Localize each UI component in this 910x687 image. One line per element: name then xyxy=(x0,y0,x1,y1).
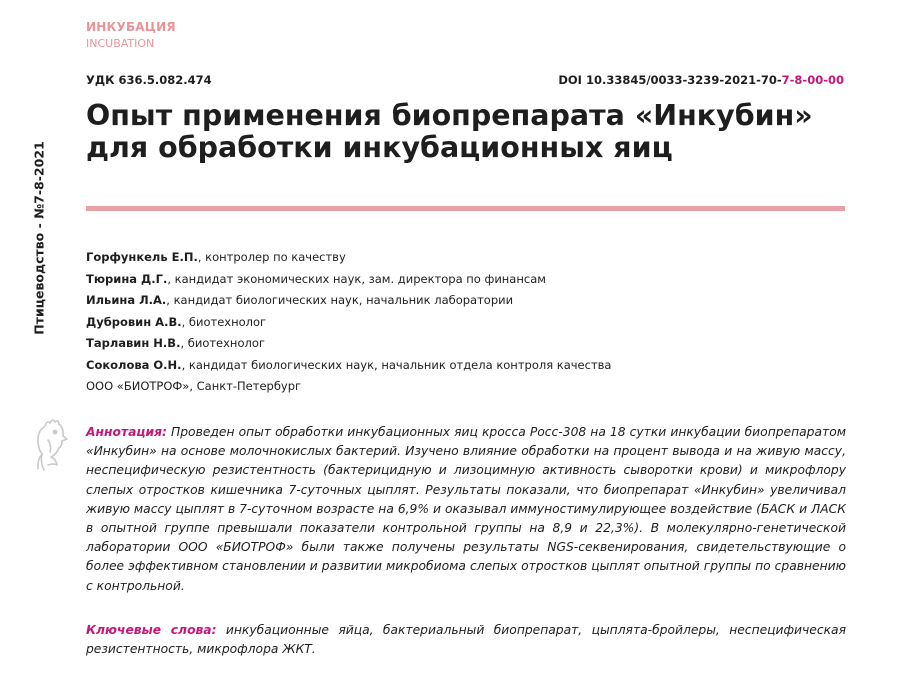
doi-main: DOI 10.33845/0033-3239-2021-70- xyxy=(558,73,782,87)
author-role: , контролер по качеству xyxy=(197,250,346,264)
abstract-label: Аннотация: xyxy=(86,425,167,439)
author-role: , биотехнолог xyxy=(180,336,265,350)
author-item xyxy=(86,290,611,312)
author-name: Ильина Л.А. xyxy=(86,293,167,307)
organization: ООО «БИОТРОФ», Санкт-Петербург xyxy=(86,379,302,393)
abstract xyxy=(86,423,846,596)
doi-accent: 7-8-00-00 xyxy=(781,73,844,87)
author-item xyxy=(86,312,611,334)
abstract-text: Проведен опыт обработки инкубационных яиц кросса Росс-308 на 18 сутки инкубации биопрепаратом «Инкубин» на основе молочнокислых бактерий. Изучено влияние обработки на процент вывода и на живую массу, неспецифическую резистентность (бактерицидную и лизоцимную активность сыворотки крови) и микрофлору слепых отростков кишечника 7-суточных цыплят. Результаты показали, что биопрепарат «Инкубин» увеличивал живую массу цыплят в 7-суточном возрасте на 6,9% и оказывал иммуностимулирующее воздействие (БАСК и ЛАСК в опытной группе превышали показатели контрольной группы на 8,9 и 22,3%). В молекулярно-генетической лаборатории ООО «БИОТРОФ» были также получены результаты NGS-секвенирования, свидетельствующие о более эффективном становлении и развитии микробиома слепых отростков цыплят опытной группы по сравнению с контрольной. xyxy=(86,425,846,593)
author-name: Тарлавин Н.В. xyxy=(86,336,181,350)
keywords-text: инкубационные яйца, бактериальный биопрепарат, цыплята-бройлеры, неспецифическая резистентность, микрофлора ЖКТ. xyxy=(86,623,846,657)
author-name: Тюрина Д.Г. xyxy=(86,271,168,286)
author-role: , биотехнолог xyxy=(181,314,267,329)
article-title: Опыт применения биопрепарата «Инкубин» для обработки инкубационных яиц xyxy=(86,99,813,164)
author-list xyxy=(86,247,611,398)
author-role: , кандидат биологических наук, начальник лаборатории xyxy=(166,293,514,307)
author-item xyxy=(86,355,611,377)
author-name: Дубровин А.В. xyxy=(86,314,182,329)
title-underline xyxy=(86,206,845,211)
author-name: Горфункель Е.П. xyxy=(86,250,198,264)
keywords-label: Ключевые слова: xyxy=(86,623,217,637)
keywords xyxy=(86,621,846,659)
journal-issue-text: Птицеводство - №7-8-2021 xyxy=(31,141,47,335)
author-item xyxy=(86,333,611,355)
author-role: , кандидат экономических наук, зам. директора по финансам xyxy=(167,271,546,286)
author-name: Соколова О.Н. xyxy=(86,357,182,372)
side-journal-label xyxy=(27,108,51,368)
udk-code: УДК 636.5.082.474 xyxy=(86,73,212,87)
section-label-ru: ИНКУБАЦИЯ xyxy=(86,20,176,34)
doi-code xyxy=(558,73,844,87)
author-item xyxy=(86,269,611,291)
author-role: , кандидат биологических наук, начальник отдела контроля качества xyxy=(181,357,612,372)
rooster-icon xyxy=(30,416,70,474)
section-label-en: INCUBATION xyxy=(86,37,155,50)
author-item xyxy=(86,247,611,269)
section-tag xyxy=(86,20,176,50)
